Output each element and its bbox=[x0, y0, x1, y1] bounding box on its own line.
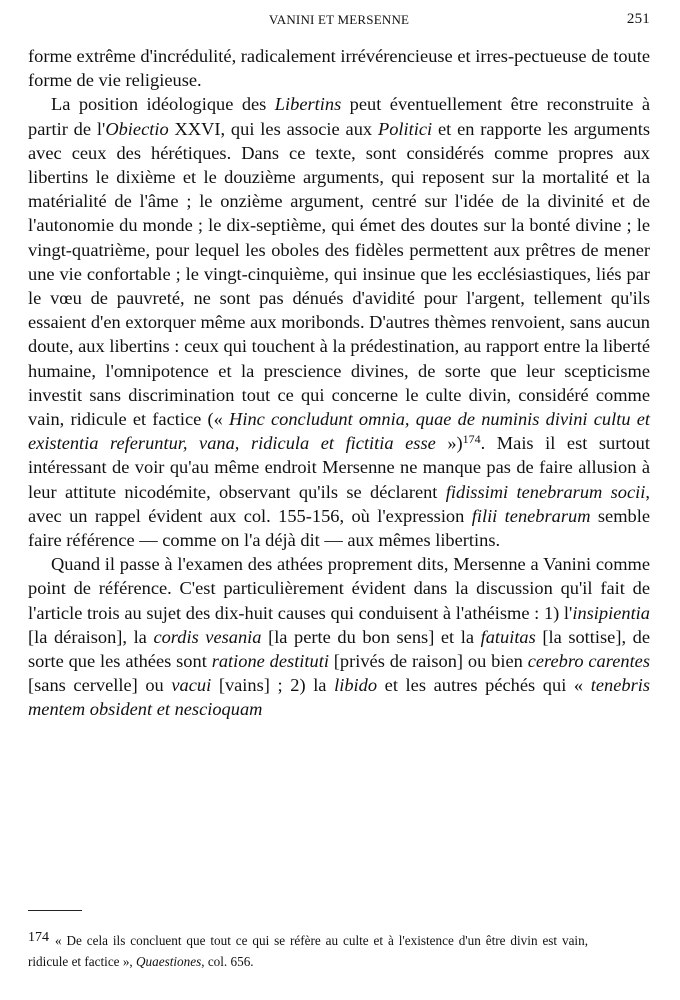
paragraph-3 bbox=[28, 552, 650, 721]
italic-text: Hinc concludunt omnia, quae de numinis divini cultu et existentia referuntur, vana, ridicula et fictitia esse bbox=[28, 409, 650, 454]
running-header bbox=[28, 12, 650, 32]
italic-text: fatuitas bbox=[480, 626, 536, 647]
italic-text: insipientia bbox=[572, 602, 650, 623]
text-run: [privés de raison] ou bien bbox=[328, 651, 528, 672]
italic-text: ratione destituti bbox=[211, 651, 329, 672]
paragraph-1 bbox=[28, 44, 650, 92]
paragraph-2 bbox=[28, 92, 650, 552]
italic-text: Politici bbox=[377, 118, 433, 139]
text-run: [la perte du bon sens] et la bbox=[261, 626, 481, 647]
italic-text: filii tenebrarum bbox=[471, 505, 591, 526]
text-run: XXVI, qui les associe aux bbox=[168, 118, 378, 139]
italic-text: Quaestiones bbox=[136, 954, 202, 969]
running-title: VANINI ET MERSENNE bbox=[268, 12, 410, 27]
text-run: et en rapporte les arguments avec ceux des hérétiques. Dans ce texte, sont considérés comme propres aux libertins le dixième et le douzième arguments, qui reposent sur la mortalité et la matérialité de l'âme ; le onzième argument, centré sur l'idée de la divinité et de l'autonomie du monde ; le dix-septième, qui émet des doutes sur la bonté divine ; le vingt-quatrième, pour lequel les oboles des fidèles permettent aux prêtres de mener une vie confortable ; le vingt-cinquième, qui insinue que les ecclésiastiques, liés par le vœu de pauvreté, ne sont pas dénués d'avidité pour l'argent, tellement qu'ils essaient d'en extorquer même aux moribonds. D'autres thèmes renvoient, sans aucun doute, aux libertins : ceux qui touchent à la prédestination, au rapport entre la liberté humaine, l'omnipotence et la prescience divines, de sorte que leur scepticisme investit sans discrimination tout ce qui concerne le culte divin, considéré comme vain, ridicule et factice (« bbox=[28, 118, 650, 430]
text-run: [la déraison], la bbox=[28, 626, 154, 647]
text-run: . Mais il est surtout intéressant de voir qu'au même endroit Mersenne ne manque pas de faire allusion à leur attitute nicodémite, observant qu'ils se déclarent bbox=[28, 433, 650, 502]
italic-text: Obiectio bbox=[105, 118, 169, 139]
text-run: « De cela ils concluent que tout ce qui se réfère au culte et à l'existence d'un être divin est vain, ridicule et factice », bbox=[28, 933, 588, 969]
body-text bbox=[28, 44, 650, 722]
italic-text: Libertins bbox=[274, 94, 342, 115]
italic-text: libido bbox=[334, 675, 378, 696]
text-run: forme extrême d'incrédulité, radicalement irrévérencieuse et irres-pectueuse de toute forme de vie religieuse. bbox=[28, 46, 650, 91]
text-run: [vains] ; 2) la bbox=[211, 675, 335, 696]
footnote-rule bbox=[28, 910, 82, 911]
text-run: , avec un rappel évident aux col. 155-156, où l'expression bbox=[28, 481, 650, 526]
text-run: [la sottise], de sorte que les athées sont bbox=[28, 626, 650, 672]
italic-text: cerebro carentes bbox=[527, 651, 651, 672]
text-run: et les autres péchés qui « bbox=[377, 675, 591, 696]
text-run: [sans cervelle] ou bbox=[28, 675, 172, 696]
text-run: ») bbox=[435, 433, 463, 454]
page-number: 251 bbox=[626, 11, 650, 27]
footnote-text bbox=[28, 933, 588, 969]
italic-text: tenebris mentem obsident et nescioquam bbox=[28, 675, 650, 720]
italic-text: cordis vesania bbox=[153, 626, 262, 647]
footnote-ref: 174 bbox=[462, 432, 481, 447]
italic-text: vacui bbox=[171, 675, 212, 696]
text-run: La position idéologique des bbox=[51, 94, 275, 115]
italic-text: fidissimi tenebrarum socii bbox=[445, 481, 646, 502]
text-run: , col. 656. bbox=[201, 954, 254, 969]
text-run: peut éventuellement être reconstruite à partir de l' bbox=[28, 94, 650, 139]
footnote bbox=[28, 930, 588, 972]
text-run: semble faire référence — comme on l'a déjà dit — aux mêmes libertins. bbox=[28, 505, 650, 551]
text-run: Quand il passe à l'examen des athées proprement dits, Mersenne a Vanini comme point de référence. C'est particulièrement évident dans la discussion qu'il fait de l'article trois au sujet des dix-huit causes qui conduisent à l'athéisme : 1) l' bbox=[28, 554, 650, 623]
footnote-number: 174 bbox=[28, 930, 49, 945]
